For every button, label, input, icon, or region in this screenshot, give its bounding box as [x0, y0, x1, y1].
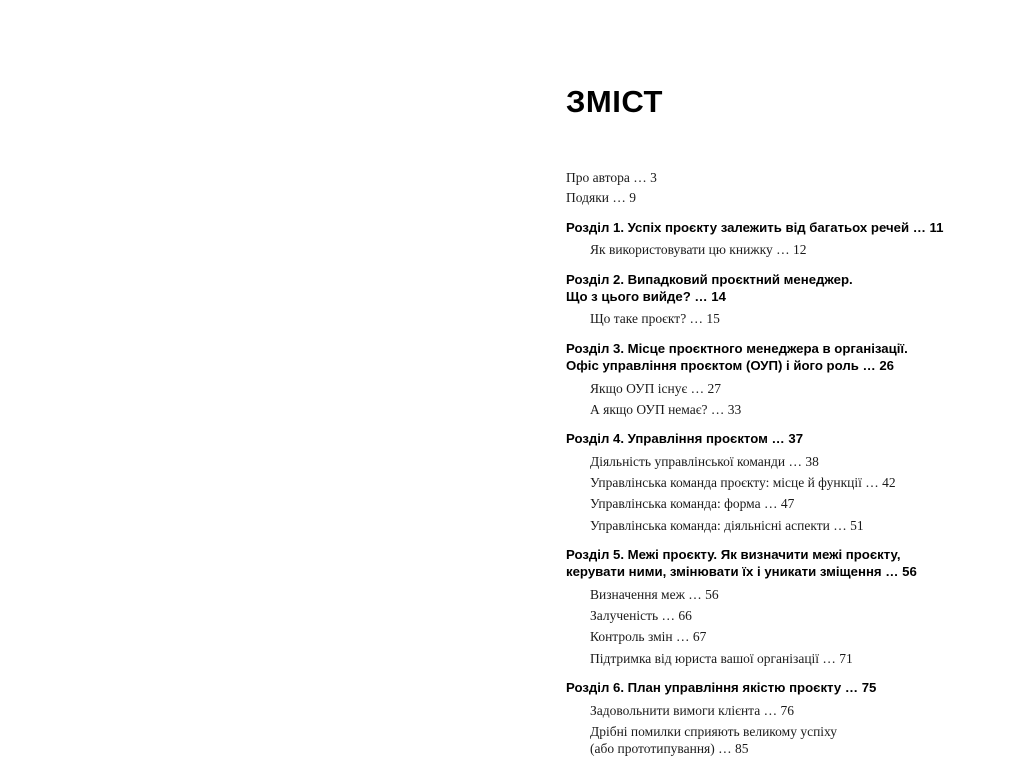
toc-list [566, 169, 966, 758]
toc-entry-line1: Дрібні помилки сприяють великому успіху [590, 724, 838, 739]
toc-entry-line2: (або прототипування) … 85 [590, 741, 749, 757]
toc-entry-line1: Розділ 4. Управління проєктом … 37 [566, 431, 804, 447]
toc-entry-line1: Управлінська команда: діяльнісні аспекти … 51 [590, 517, 864, 533]
toc-sub-entry[interactable] [566, 380, 966, 397]
toc-entry-line1: Розділ 2. Випадковий проєктний менеджер. [566, 271, 853, 287]
toc-entry-line1: Якщо ОУП існує … 27 [590, 380, 722, 396]
toc-entry-line1: Підтримка від юриста вашої організації … 71 [590, 650, 853, 666]
toc-sub-entry[interactable] [566, 241, 966, 258]
toc-chapter-entry[interactable] [566, 341, 966, 375]
table-of-contents [566, 86, 966, 762]
toc-sub-entry[interactable] [566, 650, 966, 667]
toc-sub-entry[interactable] [566, 310, 966, 327]
toc-chapter-entry[interactable] [566, 272, 966, 306]
toc-entry-line1: Задовольнити вимоги клієнта … 76 [590, 702, 794, 718]
toc-entry-line1: Що таке проєкт? … 15 [590, 311, 720, 327]
toc-sub-entry[interactable] [566, 401, 966, 418]
toc-sub-entry[interactable] [566, 453, 966, 470]
toc-sub-entry[interactable] [566, 702, 966, 719]
toc-sub-entry[interactable] [566, 586, 966, 603]
toc-sub-entry[interactable] [566, 607, 966, 624]
toc-chapter-entry[interactable] [566, 547, 966, 581]
toc-entry-line1: Розділ 5. Межі проєкту. Як визначити межі проєкту, [566, 547, 901, 562]
page-title: ЗМІСТ [566, 84, 663, 119]
toc-entry-line1: Визначення меж … 56 [590, 586, 719, 602]
toc-sub-entry[interactable] [566, 723, 966, 758]
toc-entry-line2: Що з цього вийде? … 14 [566, 288, 726, 304]
toc-entry-line1: Управлінська команда: форма … 47 [590, 496, 795, 512]
toc-entry-line1: Контроль змін … 67 [590, 629, 707, 645]
toc-entry-line1: Залученість … 66 [590, 608, 692, 624]
toc-entry-line1: Діяльність управлінської команди … 38 [590, 453, 819, 469]
toc-sub-entry[interactable] [566, 517, 966, 534]
toc-entry-line1: Як використовувати цю книжку … 12 [590, 242, 807, 258]
toc-entry-line1: Розділ 6. План управління якістю проєкту … 75 [566, 679, 877, 695]
toc-entry-line1: Розділ 3. Місце проєктного менеджера в організації. [566, 340, 908, 356]
toc-front-entry[interactable] [566, 189, 966, 206]
toc-sub-entry[interactable] [566, 474, 966, 491]
toc-front-entry[interactable] [566, 169, 966, 186]
toc-entry-line2: керувати ними, змінювати їх і уникати зміщення … 56 [566, 563, 917, 579]
toc-sub-entry[interactable] [566, 495, 966, 512]
toc-chapter-entry[interactable] [566, 220, 966, 237]
toc-entry-line1: Управлінська команда проєкту: місце й функції … 42 [590, 475, 896, 491]
toc-sub-entry[interactable] [566, 628, 966, 645]
toc-entry-text: Про автора … 3 [566, 170, 657, 185]
toc-chapter-entry[interactable] [566, 431, 966, 448]
toc-entry-line1: Розділ 1. Успіх проєкту залежить від багатьох речей … 11 [566, 219, 944, 235]
toc-chapter-entry[interactable] [566, 680, 966, 697]
toc-entry-line2: Офіс управління проєктом (ОУП) і його роль … 26 [566, 357, 894, 373]
toc-entry-line1: А якщо ОУП немає? … 33 [590, 401, 742, 417]
toc-entry-text: Подяки … 9 [566, 190, 636, 206]
